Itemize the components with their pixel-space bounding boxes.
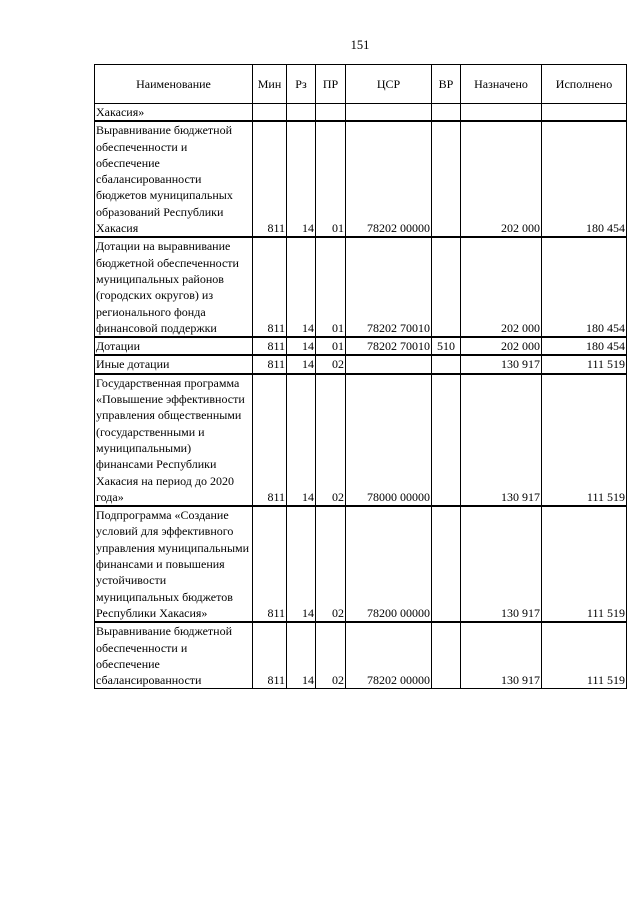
- cell-ispolneno: 111 519: [542, 374, 627, 506]
- budget-table: [94, 64, 627, 689]
- cell-min: 811: [253, 506, 287, 622]
- cell-naznacheno: 202 000: [461, 121, 542, 237]
- table-row: [95, 355, 627, 373]
- cell-ispolneno: 111 519: [542, 622, 627, 689]
- cell-name: Дотации: [95, 337, 253, 355]
- page-number: 151: [350, 38, 370, 52]
- cell-rz: 14: [287, 355, 316, 373]
- table-header-row: [95, 65, 627, 104]
- header-vr: ВР: [432, 65, 461, 104]
- cell-vr: [432, 121, 461, 237]
- cell-vr: [432, 104, 461, 122]
- cell-csr: 78202 00000: [346, 121, 432, 237]
- cell-pr: 02: [316, 622, 346, 689]
- table-row: [95, 121, 627, 237]
- cell-csr: 78200 00000: [346, 506, 432, 622]
- cell-ispolneno: 180 454: [542, 337, 627, 355]
- cell-min: 811: [253, 237, 287, 337]
- cell-pr: [316, 104, 346, 122]
- cell-naznacheno: 130 917: [461, 622, 542, 689]
- cell-rz: 14: [287, 337, 316, 355]
- table-row: [95, 506, 627, 622]
- cell-rz: 14: [287, 506, 316, 622]
- cell-csr: 78202 70010: [346, 337, 432, 355]
- header-min: Мин: [253, 65, 287, 104]
- cell-naznacheno: 130 917: [461, 506, 542, 622]
- cell-vr: [432, 622, 461, 689]
- cell-csr: 78202 00000: [346, 622, 432, 689]
- cell-name: Государственная программа «Повышение эффективности управления общественными (государственными и муниципальными) финансами Республики Хакасия на период до 2020 года»: [95, 374, 253, 506]
- cell-name: Выравнивание бюджетной обеспеченности и обеспечение сбалансированности: [95, 622, 253, 689]
- cell-pr: 01: [316, 121, 346, 237]
- table-row: [95, 337, 627, 355]
- cell-min: 811: [253, 374, 287, 506]
- cell-pr: 02: [316, 506, 346, 622]
- cell-naznacheno: 202 000: [461, 337, 542, 355]
- cell-csr: 78202 70010: [346, 237, 432, 337]
- header-ispolneno: Исполнено: [542, 65, 627, 104]
- cell-vr: [432, 355, 461, 373]
- cell-csr: [346, 355, 432, 373]
- cell-naznacheno: 130 917: [461, 374, 542, 506]
- cell-vr: [432, 374, 461, 506]
- cell-vr: [432, 506, 461, 622]
- table-row: [95, 374, 627, 506]
- cell-min: 811: [253, 622, 287, 689]
- cell-min: 811: [253, 337, 287, 355]
- cell-naznacheno: [461, 104, 542, 122]
- cell-min: 811: [253, 355, 287, 373]
- cell-vr: [432, 237, 461, 337]
- cell-ispolneno: 111 519: [542, 355, 627, 373]
- cell-csr: 78000 00000: [346, 374, 432, 506]
- cell-pr: 01: [316, 237, 346, 337]
- cell-name: Дотации на выравнивание бюджетной обеспеченности муниципальных районов (городских округов) из регионального фонда финансовой поддержки: [95, 237, 253, 337]
- header-naznacheno: Назначено: [461, 65, 542, 104]
- cell-rz: 14: [287, 121, 316, 237]
- header-pr: ПР: [316, 65, 346, 104]
- cell-vr: 510: [432, 337, 461, 355]
- table-row: [95, 622, 627, 689]
- cell-min: [253, 104, 287, 122]
- cell-name: Хакасия»: [95, 104, 253, 122]
- cell-pr: 02: [316, 374, 346, 506]
- cell-name: Иные дотации: [95, 355, 253, 373]
- header-rz: Рз: [287, 65, 316, 104]
- header-name: Наименование: [95, 65, 253, 104]
- cell-name: Подпрограмма «Создание условий для эффективного управления муниципальными финансами и повышения устойчивости муниципальных бюджетов Республики Хакасия»: [95, 506, 253, 622]
- cell-min: 811: [253, 121, 287, 237]
- cell-rz: 14: [287, 374, 316, 506]
- cell-rz: 14: [287, 237, 316, 337]
- table-row: [95, 237, 627, 337]
- cell-rz: [287, 104, 316, 122]
- cell-naznacheno: 130 917: [461, 355, 542, 373]
- cell-ispolneno: 180 454: [542, 121, 627, 237]
- cell-rz: 14: [287, 622, 316, 689]
- cell-ispolneno: 180 454: [542, 237, 627, 337]
- cell-pr: 02: [316, 355, 346, 373]
- cell-pr: 01: [316, 337, 346, 355]
- cell-naznacheno: 202 000: [461, 237, 542, 337]
- header-csr: ЦСР: [346, 65, 432, 104]
- cell-ispolneno: 111 519: [542, 506, 627, 622]
- cell-csr: [346, 104, 432, 122]
- table-row: [95, 104, 627, 122]
- cell-name: Выравнивание бюджетной обеспеченности и обеспечение сбалансированности бюджетов муниципальных образований Республики Хакасия: [95, 121, 253, 237]
- cell-ispolneno: [542, 104, 627, 122]
